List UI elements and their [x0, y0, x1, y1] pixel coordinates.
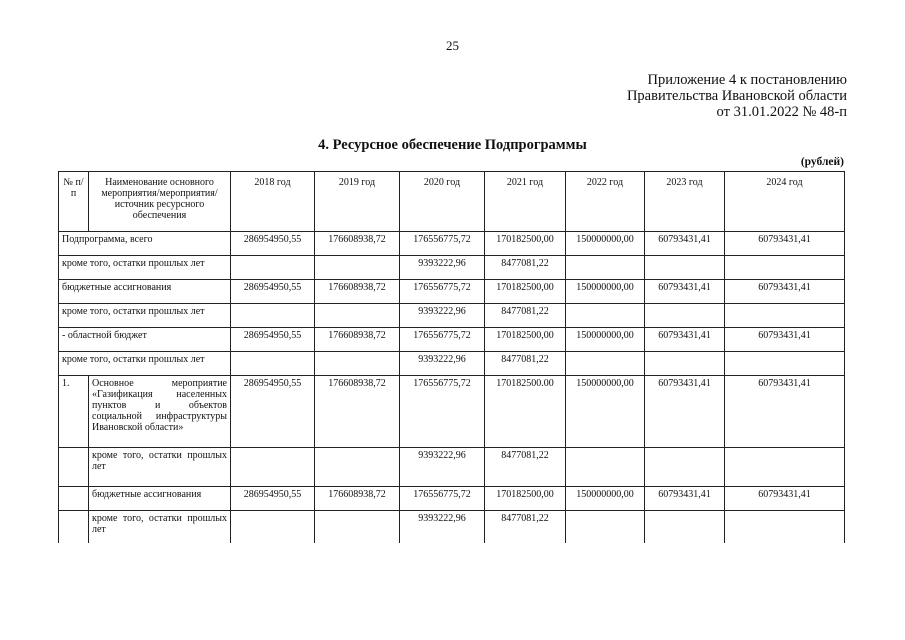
cell-2023: 60793431,41: [645, 232, 725, 256]
table-row: [59, 352, 845, 376]
cell-2021: 8477081,22: [485, 448, 566, 487]
row-label: кроме того, остатки прошлых лет: [89, 448, 231, 487]
cell-2023: 60793431,41: [645, 487, 725, 511]
cell-2019: [315, 448, 400, 487]
cell-2024: [725, 448, 845, 487]
row-number: 1.: [59, 376, 89, 448]
cell-2024: [725, 304, 845, 328]
cell-2018: 286954950,55: [231, 328, 315, 352]
cell-2024: 60793431,41: [725, 328, 845, 352]
cell-2020: 9393222,96: [400, 304, 485, 328]
cell-2020: 9393222,96: [400, 352, 485, 376]
cell-2023: [645, 448, 725, 487]
cell-2022: [566, 352, 645, 376]
header-2022: 2022 год: [566, 172, 645, 232]
cell-2023: [645, 352, 725, 376]
cell-2022: 150000000,00: [566, 376, 645, 448]
row-number: [59, 511, 89, 543]
table-row: [59, 448, 845, 487]
table-row: [59, 511, 845, 543]
document-title: 4. Ресурсное обеспечение Подпрограммы: [318, 137, 587, 153]
resource-table: [58, 171, 845, 543]
cell-2020: 9393222,96: [400, 256, 485, 280]
cell-2019: [315, 304, 400, 328]
table-row: [59, 376, 845, 448]
appendix-line-3: от 31.01.2022 № 48-п: [716, 104, 847, 120]
cell-2024: [725, 256, 845, 280]
table-row: [59, 304, 845, 328]
row-number: [59, 448, 89, 487]
appendix-line-1: Приложение 4 к постановлению: [647, 72, 847, 88]
row-label: Основное мероприятие «Газификация населенных пунктов и объектов социальной инфраструктуры Ивановской области»: [89, 376, 231, 448]
header-no: № п/п: [59, 172, 89, 232]
cell-2022: 150000000,00: [566, 328, 645, 352]
cell-2019: 176608938,72: [315, 376, 400, 448]
table-row: [59, 328, 845, 352]
cell-2018: 286954950,55: [231, 376, 315, 448]
table-row: [59, 256, 845, 280]
table-row: [59, 232, 845, 256]
cell-2024: [725, 352, 845, 376]
cell-2024: 60793431,41: [725, 487, 845, 511]
cell-2023: [645, 256, 725, 280]
cell-2021: 170182500,00: [485, 232, 566, 256]
cell-2022: [566, 511, 645, 543]
cell-2023: 60793431,41: [645, 376, 725, 448]
row-label: - областной бюджет: [59, 328, 231, 352]
appendix-line-2: Правительства Ивановской области: [626, 88, 847, 104]
cell-2021: 8477081,22: [485, 511, 566, 543]
header-2018: 2018 год: [231, 172, 315, 232]
cell-2021: 8477081,22: [485, 352, 566, 376]
cell-2020: 176556775,72: [400, 280, 485, 304]
table-row: [59, 487, 845, 511]
cell-2019: 176608938,72: [315, 487, 400, 511]
header-2023: 2023 год: [645, 172, 725, 232]
cell-2024: 60793431,41: [725, 376, 845, 448]
cell-2020: 9393222,96: [400, 448, 485, 487]
row-label: кроме того, остатки прошлых лет: [59, 352, 231, 376]
cell-2018: [231, 511, 315, 543]
cell-2019: 176608938,72: [315, 232, 400, 256]
cell-2023: 60793431,41: [645, 280, 725, 304]
table-row: [59, 280, 845, 304]
page-number: 25: [446, 38, 459, 53]
cell-2019: 176608938,72: [315, 328, 400, 352]
row-label: кроме того, остатки прошлых лет: [59, 304, 231, 328]
cell-2021: 170182500,00: [485, 280, 566, 304]
cell-2018: 286954950,55: [231, 280, 315, 304]
cell-2019: [315, 352, 400, 376]
cell-2019: [315, 256, 400, 280]
cell-2020: 9393222,96: [400, 511, 485, 543]
cell-2018: [231, 448, 315, 487]
cell-2020: 176556775,72: [400, 487, 485, 511]
cell-2019: [315, 511, 400, 543]
cell-2020: 176556775,72: [400, 376, 485, 448]
cell-2022: 150000000,00: [566, 280, 645, 304]
cell-2022: [566, 256, 645, 280]
currency-unit: (рублей): [800, 156, 844, 168]
cell-2022: 150000000,00: [566, 487, 645, 511]
header-2020: 2020 год: [400, 172, 485, 232]
cell-2018: [231, 304, 315, 328]
row-label: бюджетные ассигнования: [59, 280, 231, 304]
header-2024: 2024 год: [725, 172, 845, 232]
cell-2018: [231, 352, 315, 376]
cell-2024: 60793431,41: [725, 280, 845, 304]
cell-2021: 8477081,22: [485, 304, 566, 328]
row-label: бюджетные ассигнования: [89, 487, 231, 511]
header-2019: 2019 год: [315, 172, 400, 232]
cell-2023: [645, 304, 725, 328]
cell-2019: 176608938,72: [315, 280, 400, 304]
table-header-row: [59, 172, 845, 232]
cell-2021: 170182500.00: [485, 376, 566, 448]
appendix-header: [627, 72, 847, 120]
cell-2024: 60793431,41: [725, 232, 845, 256]
cell-2020: 176556775,72: [400, 232, 485, 256]
row-label: Подпрограмма, всего: [59, 232, 231, 256]
cell-2018: 286954950,55: [231, 487, 315, 511]
cell-2022: [566, 448, 645, 487]
cell-2021: 170182500,00: [485, 487, 566, 511]
cell-2024: [725, 511, 845, 543]
row-label: кроме того, остатки прошлых лет: [89, 511, 231, 543]
header-name: Наименование основного мероприятия/мероприятия/ источник ресурсного обеспечения: [89, 172, 231, 232]
cell-2023: 60793431,41: [645, 328, 725, 352]
header-2021: 2021 год: [485, 172, 566, 232]
cell-2018: 286954950,55: [231, 232, 315, 256]
cell-2021: 170182500,00: [485, 328, 566, 352]
row-number: [59, 487, 89, 511]
cell-2022: [566, 304, 645, 328]
cell-2023: [645, 511, 725, 543]
cell-2020: 176556775,72: [400, 328, 485, 352]
cell-2022: 150000000,00: [566, 232, 645, 256]
cell-2021: 8477081,22: [485, 256, 566, 280]
row-label: кроме того, остатки прошлых лет: [59, 256, 231, 280]
cell-2018: [231, 256, 315, 280]
